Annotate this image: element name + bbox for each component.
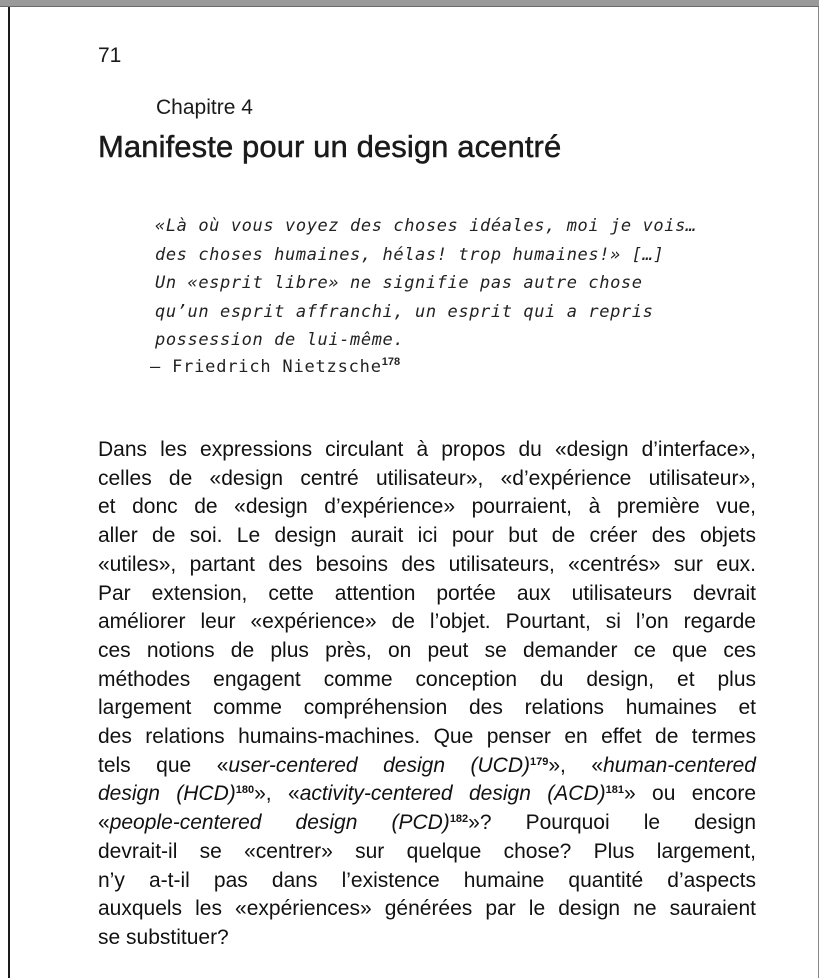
text-run: « [98,811,110,835]
body-line: devrait-il se «centrer» sur quelque chose? Plus largement, [98,839,756,863]
term-hcd-end: design (HCD) [98,782,236,806]
body-line: aller de soi. Le design aurait ici pour but de créer des objets [98,524,756,548]
body-line-pcd [98,809,756,838]
body-line: celles de «design centré utilisateur», «d’expérience utilisateur», [98,466,756,490]
footnote-ref-178: 178 [381,356,401,368]
term-pcd: people-centered design (PCD) [109,811,450,835]
text-run: », « [254,782,300,806]
body-line-ucd [98,752,756,781]
epigraph-attribution [150,355,400,379]
body-line: Par extension, cette attention portée aux utilisateurs devrait [98,581,756,605]
footnote-ref-182: 182 [449,813,469,826]
body-line: des relations humains-machines. Que penser en effet de termes [98,725,756,749]
body-line: méthodes engagent comme conception du design, et plus [98,667,756,691]
term-ucd: user-centered design (UCD) [228,753,530,777]
text-run: tels que « [98,753,229,777]
text-run: » ou encore [623,782,756,806]
text-run: », « [548,753,604,777]
term-hcd-start: human-centered [603,753,756,777]
body-line: auxquels les «expériences» générées par le design ne sauraient [98,897,756,921]
body-line: améliorer leur «expérience» de l’objet. Pourtant, si l’on regarde [98,610,756,634]
epigraph-line: «Là où vous voyez des choses idéales, moi je vois… [155,216,697,236]
body-line: et donc de «design d’expérience» pourraient, à première vue, [98,495,756,519]
body-line: Dans les expressions circulant à propos du «design d’interface», [98,438,756,461]
window-top-bar [0,0,819,7]
body-line: «utiles», partant des besoins des utilisateurs, «centrés» sur eux. [98,552,756,576]
body-line: largement comme compréhension des relations humaines et [98,696,756,720]
footnote-ref-179: 179 [530,755,549,768]
text-run: »? Pourquoi le design [468,811,757,835]
body-paragraph [98,436,756,953]
body-line: n’y a-t-il pas dans l’existence humaine quantité d’aspects [98,868,756,892]
epigraph-line: possession de lui-même. [155,330,405,350]
chapter-title: Manifeste pour un design acentré [98,129,562,164]
body-line: ces notions de plus près, on peut se demander ce que ces [98,638,756,662]
page-left-border [8,7,10,978]
epigraph-quote [155,212,755,355]
epigraph-line: Un «esprit libre» ne signifie pas autre chose [155,273,643,293]
body-line-hcd-acd [98,780,756,809]
chapter-label: Chapitre 4 [156,96,253,119]
footnote-ref-181: 181 [605,784,624,797]
page-number: 71 [98,44,122,67]
epigraph-line: qu’un esprit affranchi, un esprit qui a repris [155,301,654,322]
attribution-author: — Friedrich Nietzsche [150,357,382,377]
body-line: se substituer? [98,925,229,949]
epigraph-line: des choses humaines, hélas! trop humaines!» […] [155,244,665,265]
term-acd: activity-centered design (ACD) [299,782,606,806]
footnote-ref-180: 180 [235,784,255,797]
